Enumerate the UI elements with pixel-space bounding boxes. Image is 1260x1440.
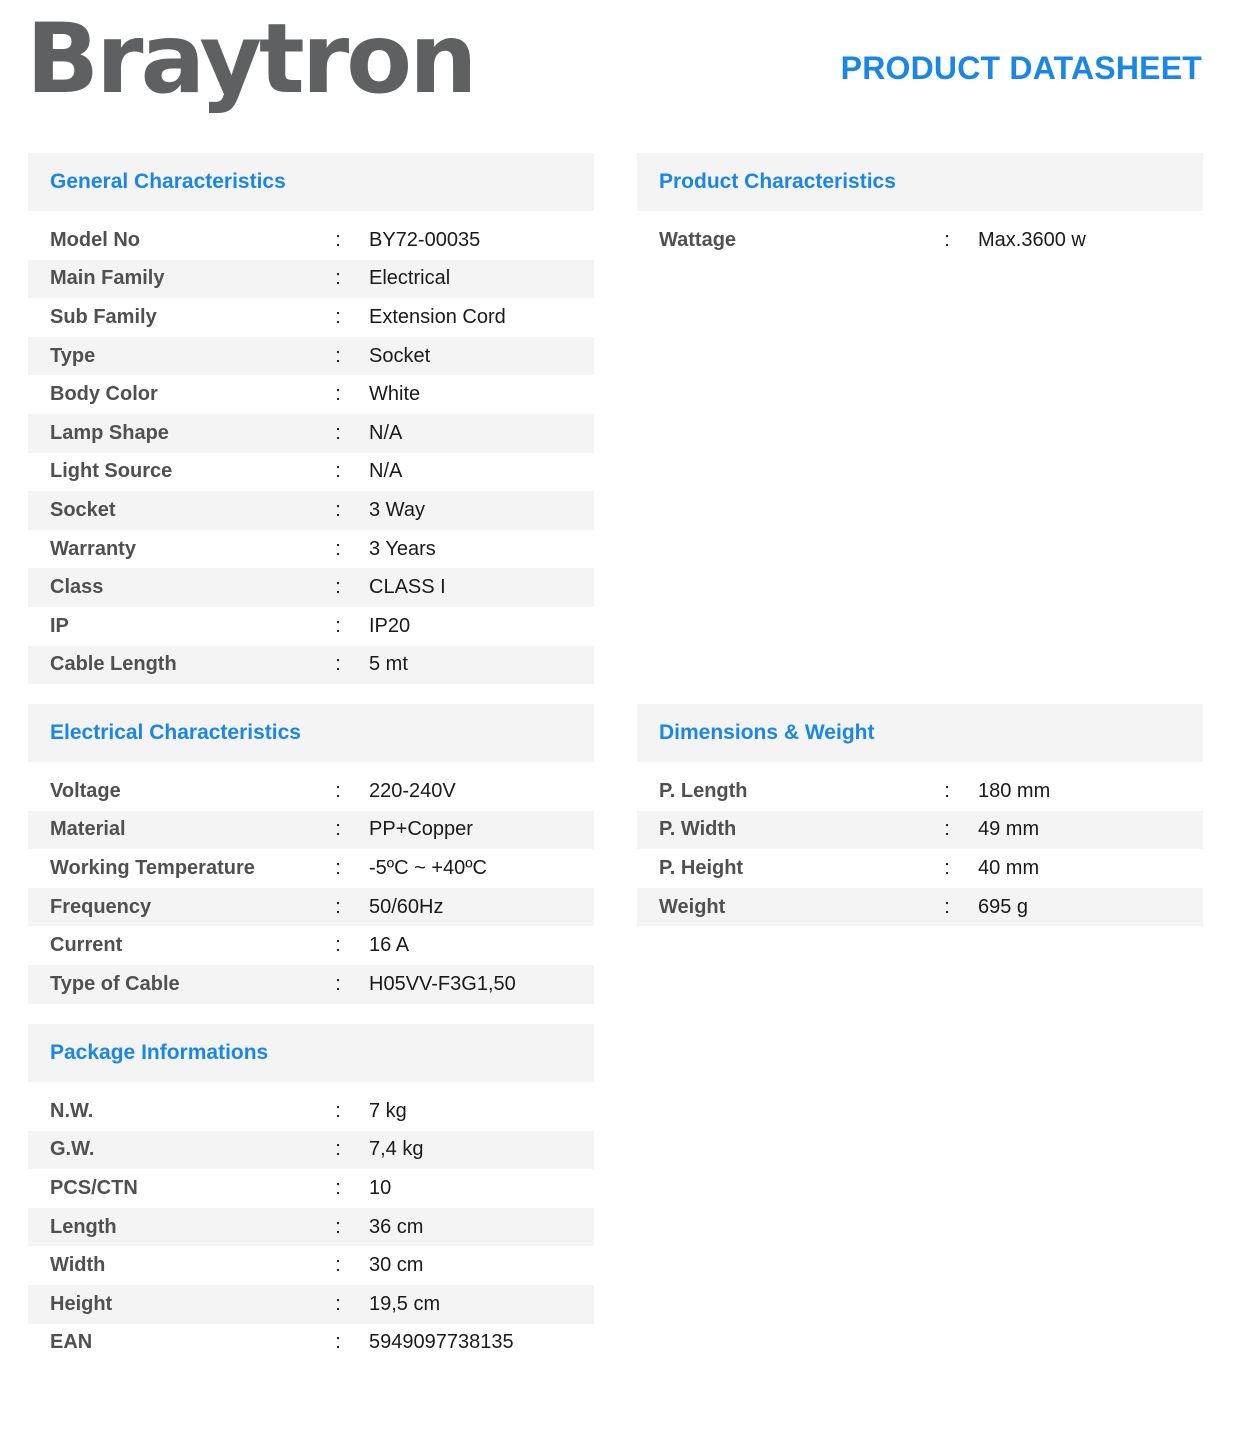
spec-separator: : [335,856,341,879]
spec-row [28,568,594,607]
spec-label: Socket [50,498,116,521]
spec-value: White [369,383,421,406]
spec-label: IP [50,614,69,637]
spec-row [28,811,594,850]
spec-row [28,849,594,888]
spec-value: -5ºC ~ +40ºC [369,856,487,879]
spec-value: H05VV-F3G1,50 [369,972,516,995]
spec-separator: : [335,1176,341,1199]
spec-value: PP+Copper [369,818,473,841]
spec-row [28,221,594,260]
spec-value: Electrical [369,267,451,290]
spec-separator: : [335,228,341,251]
spec-value: 16 A [369,934,410,957]
spec-separator: : [335,1215,341,1238]
spec-separator: : [335,779,341,802]
spec-row [28,1246,594,1285]
spec-row [28,491,594,530]
spec-separator: : [944,228,950,251]
spec-label: PCS/CTN [50,1176,138,1199]
spec-label: Height [50,1292,113,1315]
spec-separator: : [335,1138,341,1161]
spec-label: Length [50,1215,117,1238]
spec-label: Working Temperature [50,856,255,879]
spec-separator: : [335,1331,341,1354]
spec-row [28,772,594,811]
spec-separator: : [335,972,341,995]
spec-value: 40 mm [978,856,1040,879]
spec-separator: : [335,614,341,637]
section-package-informations [28,1024,594,1362]
spec-value: 220-240V [369,779,456,802]
spec-value: 10 [369,1176,392,1199]
spec-separator: : [944,779,950,802]
spec-label: Model No [50,228,140,251]
spec-row [28,1285,594,1324]
spec-label: Cable Length [50,653,177,676]
spec-label: Frequency [50,895,152,918]
spec-label: Sub Family [50,305,157,328]
spec-label: P. Height [659,856,744,879]
spec-separator: : [944,895,950,918]
spec-row [28,530,594,569]
spec-row [28,965,594,1004]
spec-label: Width [50,1254,106,1277]
section-dimensions-weight [637,704,1203,926]
spec-table [28,1092,594,1362]
spec-row [28,375,594,414]
spec-value: N/A [369,460,403,483]
spec-value: 7 kg [369,1099,407,1122]
spec-label: Type of Cable [50,972,180,995]
brand-logo [26,3,475,122]
spec-label: Warranty [50,537,136,560]
spec-value: 5949097738135 [369,1331,514,1354]
section-title: Dimensions & Weight [637,704,1203,762]
spec-value: IP20 [369,614,411,637]
spec-separator: : [335,1099,341,1122]
spec-row [28,298,594,337]
spec-value: 30 cm [369,1254,424,1277]
spec-label: EAN [50,1331,93,1354]
spec-value: 7,4 kg [369,1138,424,1161]
spec-separator: : [335,576,341,599]
spec-table [637,221,1203,260]
spec-row [28,926,594,965]
spec-label: Current [50,934,123,957]
spec-label: N.W. [50,1099,94,1122]
spec-label: Body Color [50,383,158,406]
spec-table [28,221,594,684]
spec-separator: : [335,344,341,367]
spec-value: N/A [369,421,403,444]
spec-row [28,1324,594,1363]
spec-row [28,646,594,685]
spec-label: Weight [659,895,726,918]
spec-separator: : [944,856,950,879]
spec-value: 5 mt [369,653,408,676]
spec-separator: : [335,895,341,918]
section-title: General Characteristics [28,153,594,211]
spec-label: G.W. [50,1138,95,1161]
spec-separator: : [335,653,341,676]
spec-value: Extension Cord [369,305,506,328]
spec-value: BY72-00035 [369,228,481,251]
spec-label: Main Family [50,267,165,290]
spec-row [28,414,594,453]
spec-value: CLASS I [369,576,446,599]
brand-logo-text: Braytron [26,3,475,115]
spec-row [28,337,594,376]
spec-label: Wattage [659,228,737,251]
spec-value: 49 mm [978,818,1040,841]
spec-separator: : [944,818,950,841]
spec-value: Max.3600 w [978,228,1086,251]
spec-value: 36 cm [369,1215,424,1238]
spec-separator: : [335,1254,341,1277]
spec-separator: : [335,421,341,444]
spec-row [28,1169,594,1208]
spec-value: 19,5 cm [369,1292,441,1315]
spec-label: Material [50,818,126,841]
spec-label: P. Length [659,779,748,802]
spec-row [28,1131,594,1170]
spec-row [28,888,594,927]
spec-label: Type [50,344,96,367]
spec-value: 695 g [978,895,1029,918]
spec-row [637,849,1203,888]
section-title: Product Characteristics [637,153,1203,211]
spec-label: Lamp Shape [50,421,169,444]
spec-label: Class [50,576,104,599]
section-title: Electrical Characteristics [28,704,594,762]
spec-label: P. Width [659,818,737,841]
spec-label: Voltage [50,779,121,802]
spec-separator: : [335,1292,341,1315]
spec-separator: : [335,498,341,521]
spec-separator: : [335,305,341,328]
spec-value: Socket [369,344,431,367]
spec-table [28,772,594,1004]
section-product-characteristics [637,153,1203,260]
document-title: PRODUCT DATASHEET [840,50,1202,86]
section-general-characteristics [28,153,594,684]
spec-separator: : [335,460,341,483]
section-title: Package Informations [28,1024,594,1082]
spec-value: 3 Years [369,537,436,560]
spec-table [637,772,1203,926]
spec-value: 180 mm [978,779,1051,802]
spec-value: 3 Way [369,498,425,521]
spec-row [28,1208,594,1247]
spec-separator: : [335,383,341,406]
section-electrical-characteristics [28,704,594,1004]
spec-row [28,607,594,646]
spec-row [28,260,594,299]
spec-row [28,453,594,492]
spec-row [28,1092,594,1131]
spec-row [637,888,1203,927]
spec-row [637,772,1203,811]
spec-separator: : [335,537,341,560]
spec-value: 50/60Hz [369,895,444,918]
spec-row [637,221,1203,260]
spec-separator: : [335,934,341,957]
spec-separator: : [335,818,341,841]
spec-separator: : [335,267,341,290]
spec-row [637,811,1203,850]
spec-label: Light Source [50,460,173,483]
